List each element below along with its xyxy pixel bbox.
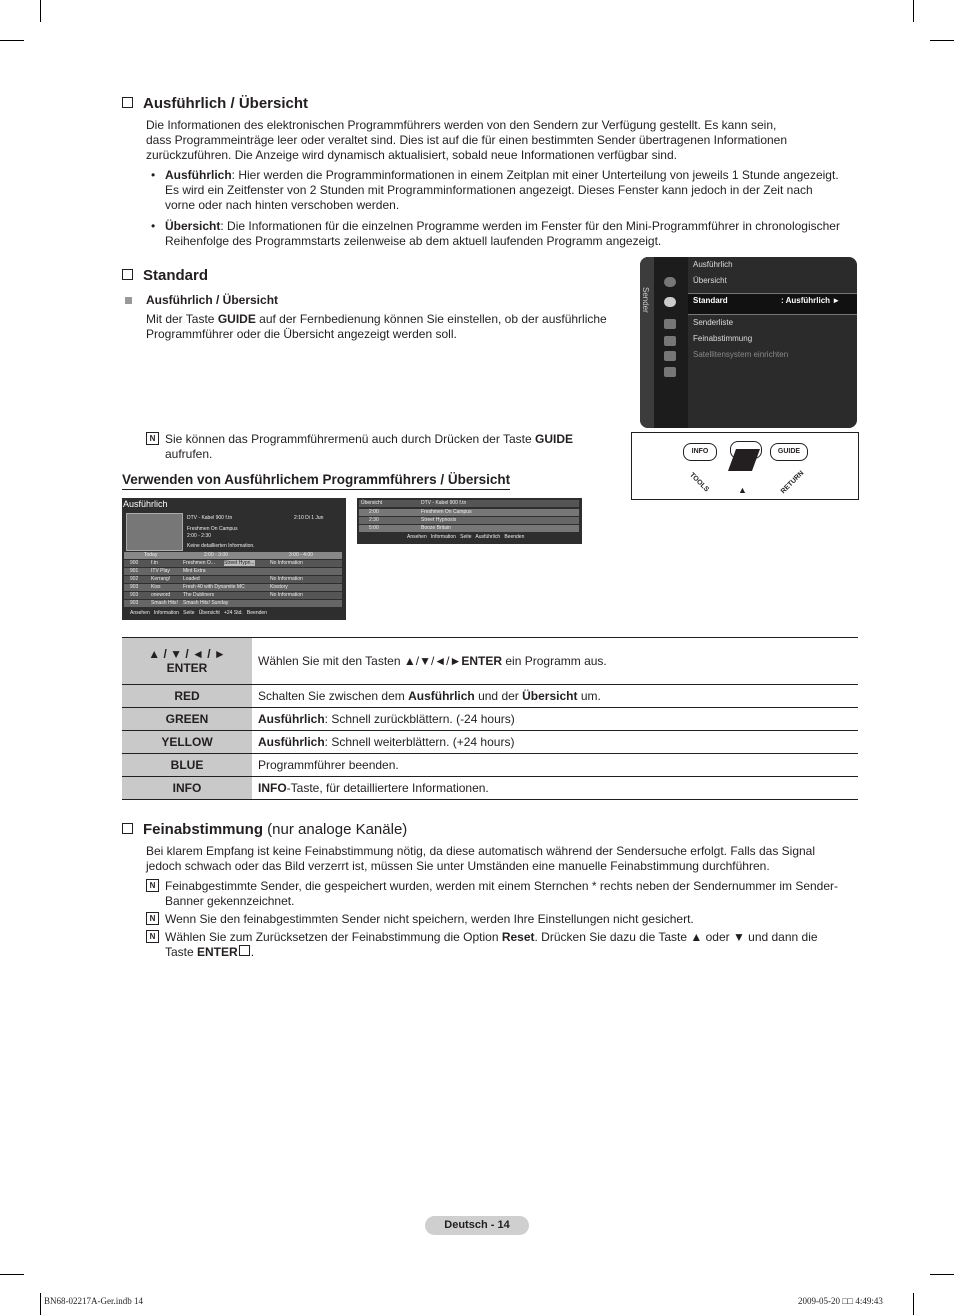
setup-icon	[664, 319, 676, 329]
crop-mark	[930, 40, 954, 41]
checkbox-icon	[122, 823, 133, 834]
osd-item-standard[interactable]: Standard	[693, 296, 728, 305]
epg-thumbnail	[126, 513, 183, 551]
osd-side-label: Sender	[641, 287, 650, 313]
crop-mark	[40, 0, 41, 22]
up-arrow-icon: ▲	[738, 485, 747, 495]
key-cell: YELLOW	[122, 731, 252, 754]
epg-row: 903 Smash Hits! Smash Hits! Sunday	[124, 600, 342, 607]
table-row	[122, 754, 858, 777]
epg-row: 903 Kiss Fresh 40 with Dynamite MC Kisstory	[124, 584, 342, 591]
support-icon	[664, 367, 676, 377]
guide-note: Sie können das Programmführermenü auch durch Drücken der Taste GUIDE aufrufen.	[165, 432, 573, 461]
feinabstimmung-note-2: Wenn Sie den feinabgestimmten Sender nicht speichern, werden Ihre Einstellungen nicht gesichert.	[165, 912, 694, 926]
epg-row: 900 f.tn Freshmen O... Street Hypn... No Information	[124, 560, 342, 567]
footer-date: 2009-05-20 □□ 4:49:43	[798, 1296, 883, 1306]
epg-overview-legend: Ansehen Information Seite Ausführlich Beenden	[407, 534, 525, 540]
square-bullet-icon	[125, 297, 132, 304]
desc-cell: Programmführer beenden.	[252, 754, 858, 777]
table-row	[122, 777, 858, 800]
table-row	[122, 731, 858, 754]
osd-item-senderliste[interactable]: Senderliste	[693, 318, 734, 327]
intro-paragraph: Die Informationen des elektronischen Programmführers werden von den Sendern zur Verfügung gestellt. Es kann sein, dass Programmeinträge leer oder veraltet sind. Dies ist auf die für einen bestimmten Sender übertragenen Informationen zurückzuführen. Die Anzeige wird dynamisch aktualisiert, sobald neue Informationen verfügbar sind.	[146, 118, 788, 162]
epg-overview-row: 2:30 Street Hypnosis	[359, 517, 579, 524]
remote-illustration	[631, 432, 859, 500]
page-number: Deutsch - 14	[425, 1216, 529, 1235]
desc-cell: Wählen Sie mit den Tasten ▲/▼/◄/►ENTER ein Programm aus.	[252, 638, 858, 685]
standard-subheading: Ausführlich / Übersicht	[146, 293, 279, 307]
section-heading-standard: Standard	[122, 267, 208, 284]
key-cell: BLUE	[122, 754, 252, 777]
epg-legend: Ansehen Information Seite Übersicht +24 Std. Beenden	[130, 610, 267, 616]
crop-mark	[930, 1274, 954, 1275]
checkbox-icon	[122, 269, 133, 280]
bullet-ausfuehrlich: • Ausführlich: Hier werden die Programminformationen in einem Zeitplan mit einer Unterteilung von jeweils 1 Stunde angezeigt. Es wird ein Zeitfenster von 2 Stunden mit Programminformationen angezeigt. Dieses Fenster kann jedoch in der Zeit nach vorne oder nach hinten verschoben werden.	[151, 168, 839, 212]
note-icon: N	[146, 930, 159, 943]
table-row	[122, 685, 858, 708]
epg-row: 902 Kerrang! Loaded No Information	[124, 576, 342, 583]
epg-overview-row: 5:00 Booze Britain	[359, 525, 579, 532]
note-icon: N	[146, 879, 159, 892]
epg-overview-screenshot: Übersicht DTV - Kabel 900 f.tn 2:00 Freshmen On Campus 2:30 Street Hypnosis 5:00 Booze Britain Ansehen Information Seite Ausführlich Beenden	[357, 498, 582, 544]
key-cell: INFO	[122, 777, 252, 800]
osd-item-feinabstimmung[interactable]: Feinabstimmung	[693, 334, 753, 343]
desc-cell: Ausführlich: Schnell weiterblättern. (+24 hours)	[252, 731, 858, 754]
feinabstimmung-note-3: Wählen Sie zum Zurücksetzen der Feinabstimmung die Option Reset. Drücken Sie dazu die Taste ▲ oder ▼ und dann die Taste ENTER .	[165, 930, 818, 959]
osd-item-ausfuehrlich[interactable]: Ausführlich	[693, 260, 733, 269]
remote-key-table	[122, 637, 858, 800]
bullet-uebersicht: • Übersicht: Die Informationen für die einzelnen Programme werden im Fenster für den Mini-Programmführer in chronologischer Reihenfolge des Programmstarts zeilenweise ab dem aktuell laufenden Programm angezeigt.	[151, 219, 840, 248]
footer-file: BN68-02217A-Ger.indb 14	[44, 1296, 143, 1306]
section-heading-ausfuehrlich: Ausführlich / Übersicht	[122, 95, 308, 112]
feinabstimmung-note-1: Feinabgestimmte Sender, die gespeichert wurden, werden mit einem Sternchen * rechts neben der Sendernummer im Sender- Banner gekennzeichnet.	[165, 879, 839, 908]
checkbox-icon	[122, 97, 133, 108]
epg-overview-row: 2:00 Freshmen On Campus	[359, 509, 579, 516]
desc-cell: INFO-Taste, für detailliertere Informationen.	[252, 777, 858, 800]
crop-mark	[0, 40, 24, 41]
table-row	[122, 708, 858, 731]
osd-item-uebersicht[interactable]: Übersicht	[693, 276, 727, 285]
epg-row: 903 oneword The Dubliners No Information	[124, 592, 342, 599]
remote-return-label: RETURN	[779, 469, 806, 496]
osd-menu-screenshot	[640, 257, 857, 428]
standard-paragraph: Mit der Taste GUIDE auf der Fernbedienung können Sie einstellen, ob der ausführliche Programmführer oder die Übersicht angezeigt werden soll.	[146, 312, 607, 341]
osd-item-standard-value: : Ausführlich ►	[781, 296, 841, 305]
key-cell: RED	[122, 685, 252, 708]
crop-mark	[40, 1293, 41, 1315]
section-heading-verwenden: Verwenden von Ausführlichem Programmführers / Übersicht	[122, 472, 510, 490]
channel-icon	[664, 297, 676, 307]
feinabstimmung-paragraph: Bei klarem Empfang ist keine Feinabstimmung nötig, da diese automatisch während der Sendersuche erfolgt. Falls das Signal jedoch schwach oder das Bild verzerrt ist, müssen Sie unter Umständen eine manuelle Feinabstimmung durchführen.	[146, 844, 816, 873]
osd-item-satellitensystem: Satellitensystem einrichten	[693, 350, 789, 359]
desc-cell: Ausführlich: Schnell zurückblättern. (-24 hours)	[252, 708, 858, 731]
remote-info-button: INFO	[683, 443, 717, 461]
crop-mark	[913, 0, 914, 22]
epg-header-row: Today 2:00 - 3:00 3:00 - 4:00	[124, 552, 342, 559]
key-cell: GREEN	[122, 708, 252, 731]
desc-cell: Schalten Sie zwischen dem Ausführlich und der Übersicht um.	[252, 685, 858, 708]
crop-mark	[0, 1274, 24, 1275]
remote-tools-label: TOOLS	[688, 471, 710, 494]
input-icon	[664, 336, 676, 346]
section-heading-feinabstimmung: Feinabstimmung (nur analoge Kanäle)	[122, 821, 407, 838]
application-icon	[664, 351, 676, 361]
note-icon: N	[146, 432, 159, 445]
enter-icon	[239, 945, 250, 956]
key-cell: ▲ / ▼ / ◄ / ► ENTER	[122, 638, 252, 685]
crop-mark	[913, 1293, 914, 1315]
remote-guide-button: GUIDE	[770, 443, 808, 461]
table-row	[122, 638, 858, 685]
note-icon: N	[146, 912, 159, 925]
epg-row: 901 ITV Play Mint Extra	[124, 568, 342, 575]
epg-detail-screenshot: Ausführlich DTV - Kabel 900 f.tn 2:10 Di 1 Jun Freshmen On Campus 2:00 - 2:30 Keine detaillierten Information. Today 2:00 - 3:00 3:00 - 4:00 900 f.tn Freshmen O... Street Hypn... No Information 901 ITV Play Mint Extra 902 Kerrang! Loaded No Information 903 Kiss Fresh 40 with Dynamite MC Kisstory 903 oneword The Dubliners No Information 903 Smash Hits! Smash Hits! Sunday Ansehen Information Seite Übersicht +24 Std. Beenden	[122, 498, 346, 620]
picture-icon	[664, 277, 676, 287]
